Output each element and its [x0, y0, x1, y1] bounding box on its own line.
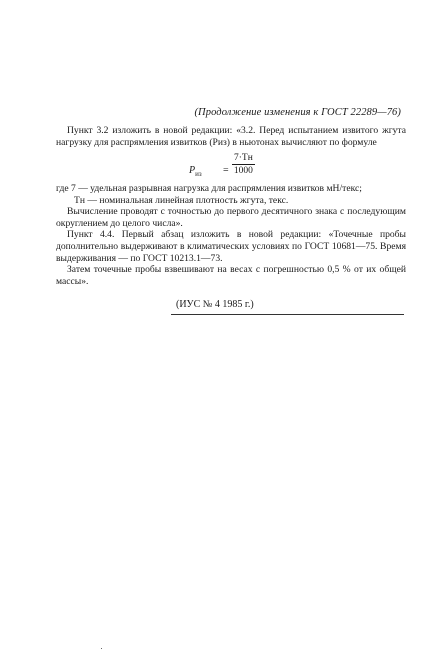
paragraph-weighing: Затем точечные пробы взвешивают на весах с погрешностью 0,5 % от их общей массы». [56, 264, 406, 287]
formula-equals: = [223, 165, 229, 176]
formula-lhs-subscript: из [195, 170, 202, 178]
definitions-and-continuation [56, 183, 406, 287]
formula-numerator: 7·Tн [234, 153, 253, 163]
formula-lhs [189, 165, 202, 178]
paragraph-3-2: Пункт 3.2 изложить в новой редакции: «3.2. Перед испытанием извитого жгута нагрузку для распрямления извитков (Pиз) в ньютонах вычисляют по формуле [56, 125, 406, 148]
formula-lhs-symbol: P [189, 165, 196, 176]
continuation-header: (Продолжение изменения к ГОСТ 22289—76) [194, 107, 401, 118]
separator-rule [171, 314, 404, 315]
where-line-1: где 7 — удельная разрывная нагрузка для распрямления извитков мН/текс; [56, 183, 362, 194]
formula-denominator: 1000 [233, 166, 253, 176]
formula-fraction [232, 153, 255, 176]
source-reference: (ИУС № 4 1985 г.) [176, 299, 254, 310]
paragraph-rounding: Вычисление проводят с точностью до первого десятичного знака с последующим округлением до целого числа». [56, 206, 406, 229]
scan-speck [101, 648, 102, 649]
paragraph-4-4: Пункт 4.4. Первый абзац изложить в новой редакции: «Точечные пробы дополнительно выдерживают в климатических условиях по ГОСТ 10681—75. Время выдерживания — по ГОСТ 10213.1—73. [56, 229, 406, 264]
where-line-2: Tн — номинальная линейная плотность жгута, текс. [74, 194, 289, 206]
amendment-text-block [56, 125, 406, 148]
